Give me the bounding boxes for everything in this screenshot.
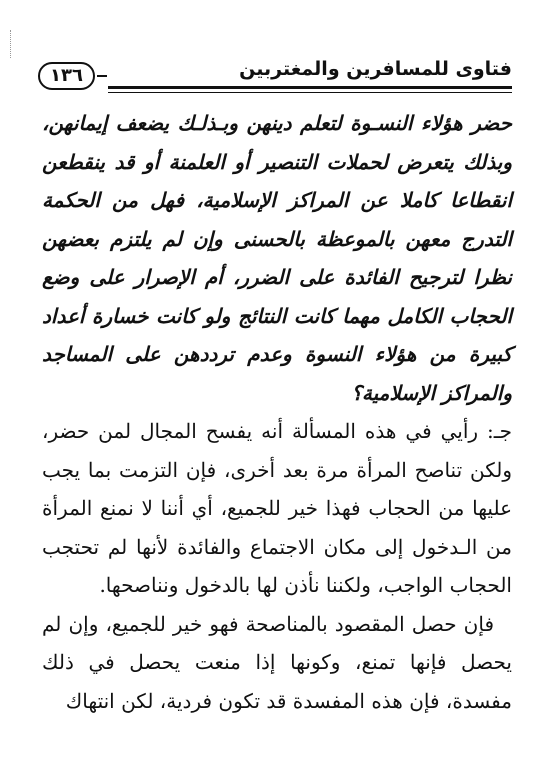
header-rule-thin <box>108 92 512 93</box>
answer-paragraph-continued: فإن حصل المقصود بالمناصحة فهو خير للجميع، وإن لم يحصل فإنها تمنع، وكونها إذا منعت يحصل في ذلك مفسدة، فإن هذه المفسدة قد تكون فردية، لكن انتهاك <box>42 611 512 713</box>
header-rule <box>108 86 512 89</box>
page-body <box>42 104 512 720</box>
answer-paragraph: جـ: رأيي في هذه المسألة أنه يفسح المجال لمن حضر، ولكن تناصح المرأة مرة بعد أخرى، فإن التزمت بما يجب عليها من الحجاب فهذا خير للجميع، أي أننا لا نمنع المرأة من الـدخول إلى مكان الاجتماع والفائدة لأنها لم تحتجب الحجاب الواجب، ولكننا نأذن لها بالدخول ونناصحها. <box>42 419 512 597</box>
question-paragraph: حضر هؤلاء النسـوة لتعلم دينهن وبـذلـك يضعف إيمانهن، وبذلك يتعرض لحملات التنصير أو العلمنة أو قد ينقطعن انقطاعا كاملا عن المراكز الإسلامية، فهل من الحكمة التدرج معهن بالموعظة بالحسنى وإن لم يلتزم بعضهن نظرا لترجيح الفائدة على الضرر، أم الإصرار على وضع الحجاب الكامل مهما كانت النتائج ولو كانت خسارة أعداد كبيرة من هؤلاء النسوة وعدم ترددهن على المساجد والمراكز الإسلامية؟ <box>42 111 512 405</box>
page-number: ١٣٦ <box>38 62 95 90</box>
header-dash <box>97 75 107 77</box>
scan-mark <box>10 30 13 58</box>
page-header <box>38 56 512 96</box>
page-number-box <box>38 62 107 90</box>
running-title: فتاوى للمسافرين والمغتربين <box>239 58 512 80</box>
